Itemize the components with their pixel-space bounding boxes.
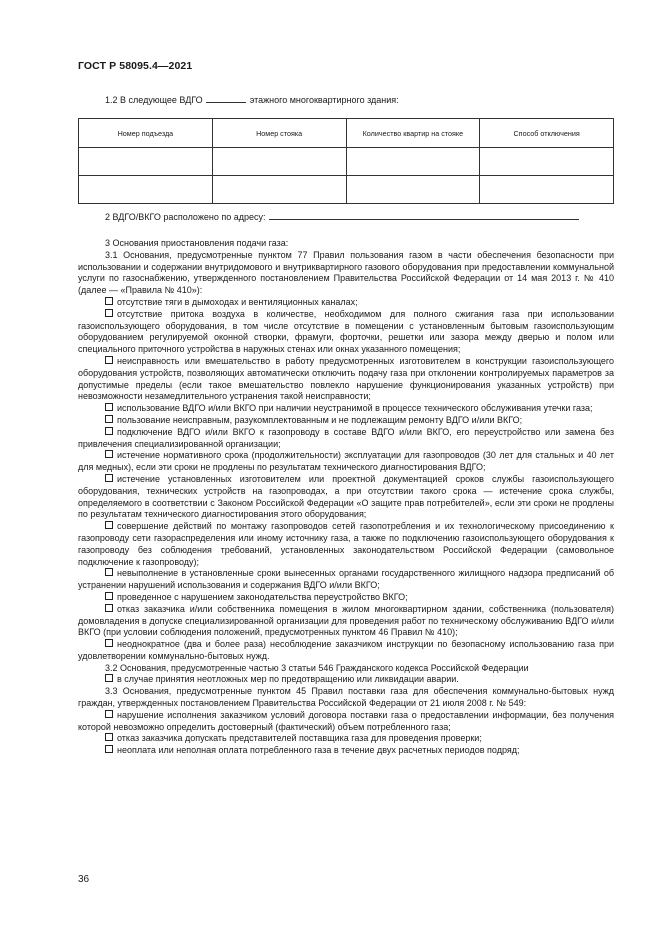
checklist-item xyxy=(78,521,614,568)
paragraph xyxy=(78,250,614,297)
paragraph-text: 3 Основания приостановления подачи газа: xyxy=(105,238,289,248)
section-2-address xyxy=(105,210,579,222)
paragraph-text: невыполнение в установленные сроки вынесенных органами государственного жилищного надзора предписаний об устранении нарушений использования и содержания ВДГО и/или ВКГО; xyxy=(78,568,614,591)
checklist-item xyxy=(78,733,614,745)
checklist-item xyxy=(78,639,614,663)
checklist-item xyxy=(78,592,614,604)
paragraph-text: отказ заказчика допускать представителей поставщика газа для проведения проверки; xyxy=(117,733,482,744)
checkbox-icon[interactable] xyxy=(105,568,113,576)
checkbox-icon[interactable] xyxy=(105,592,113,600)
table-header-cell: Номер подъезда xyxy=(79,119,213,148)
paragraph xyxy=(78,686,614,710)
checklist-item xyxy=(78,710,614,734)
floors-blank-field[interactable] xyxy=(206,93,246,103)
table-cell[interactable] xyxy=(212,148,346,176)
checklist-item xyxy=(78,474,614,521)
paragraph-text: истечение нормативного срока (продолжительности) эксплуатации для газопроводов (30 лет для стальных и 40 лет для медных), если эти сроки не продлены по результатам технического диагностирования ВДГО; xyxy=(78,450,614,473)
paragraph-text: в случае принятия неотложных мер по предотвращению или ликвидации аварии. xyxy=(117,674,459,685)
checkbox-icon[interactable] xyxy=(105,297,113,305)
paragraph xyxy=(78,238,614,250)
checkbox-icon[interactable] xyxy=(105,450,113,458)
checkbox-icon[interactable] xyxy=(105,710,113,718)
checklist-item xyxy=(78,403,614,415)
document-body xyxy=(78,238,614,757)
table-cell[interactable] xyxy=(480,148,614,176)
paragraph-text: отказ заказчика и/или собственника помещения в жилом многоквартирном здании, собственника (пользователя) домовладения в допуске специализированной организации для проведения работ по техническому обслуживанию ВДГО и/или ВКГО (при условии соблюдения положений, предусмотренных пунктом 46 Правил № 410); xyxy=(78,603,614,638)
page-number: 36 xyxy=(78,874,90,885)
section-1-2 xyxy=(105,93,399,105)
paragraph-text: подключение ВДГО и/или ВКГО к газопроводу в составе ВДГО и/или ВКГО, его переустройство или замена без привлечения специализированной организации; xyxy=(78,426,614,449)
paragraph-text: истечение установленных изготовителем или проектной документацией сроков службы газоиспользующего оборудования, технических устройств на газопроводах, а при отсутствии такого срока — истечение срока службы, определяемого в соответствии с Законом Российской Федерации «О защите прав потребителей», если эти сроки не продлены по результатам технического диагностирования этого оборудования; xyxy=(78,473,614,520)
table-header-cell: Номер стояка xyxy=(212,119,346,148)
checkbox-icon[interactable] xyxy=(105,521,113,529)
address-label: 2 ВДГО/ВКГО расположено по адресу: xyxy=(105,212,266,222)
paragraph-text: 3.1 Основания, предусмотренные пунктом 77 Правил пользования газом в части обеспечения безопасности при использовании и содержании внутридомового и внутриквартирного газового оборудования при предоставлении коммунальной услуги по газоснабжению, утвержденного постановлением Правительства Российской Федерации от 14 мая 2013 г. № 410 (далее — «Правила № 410»): xyxy=(78,249,614,296)
paragraph-text: нарушение исполнения заказчиком условий договора поставки газа о предоставлении информации, без получения которой невозможно определить достоверный (фактический) объем потребленного газа; xyxy=(78,709,614,732)
table-cell[interactable] xyxy=(480,176,614,204)
paragraph-text: неоднократное (два и более раза) несоблюдение заказчиком инструкции по безопасному использованию газа при удовлетворении коммунально-бытовых нужд. xyxy=(78,639,614,661)
table-row xyxy=(79,148,614,176)
checkbox-icon[interactable] xyxy=(105,309,113,317)
paragraph-text: проведенное с нарушением законодательства переустройство ВКГО; xyxy=(117,591,408,602)
checklist-item xyxy=(78,604,614,639)
table-header-row xyxy=(79,119,614,148)
paragraph-text: 3.3 Основания, предусмотренные пунктом 45 Правил поставки газа для обеспечения коммунально-бытовых нужд граждан, утвержденных постановлением Правительства Российской Федерации от 21 июля 2008 г. № 549: xyxy=(78,686,614,709)
checklist-item xyxy=(78,450,614,474)
checklist-item xyxy=(78,568,614,592)
paragraph xyxy=(78,663,614,675)
checkbox-icon[interactable] xyxy=(105,604,113,612)
checkbox-icon[interactable] xyxy=(105,474,113,482)
table-header-cell: Количество квартир на стояке xyxy=(346,119,480,148)
paragraph-text: отсутствие притока воздуха в количестве, необходимом для полного сжигания газа при использовании газоиспользующего оборудования, в том числе отсутствие в помещении с установленным бытовым газоиспользующим оборудованием регулируемой оконной створки, фрамуги, форточки, решетки или зазора между дверью и полом или специального приточного устройства в наружных стенах или окнах указанного помещения; xyxy=(78,308,614,355)
checklist-item xyxy=(78,674,614,686)
checkbox-icon[interactable] xyxy=(105,733,113,741)
section-1-2-prefix: 1.2 В следующее ВДГО xyxy=(105,95,203,105)
paragraph-text: совершение действий по монтажу газопроводов сетей газопотребления и их технологическому присоединению к газопроводу сети газораспределения или иному источнику газа, а также по подключению газоиспользующего оборудования к газопроводу без соблюдения требований, установленных законодательством Российской Федерации (самовольное подключение к газопроводу); xyxy=(78,521,614,567)
checkbox-icon[interactable] xyxy=(105,415,113,423)
document-header: ГОСТ Р 58095.4—2021 xyxy=(78,60,193,72)
section-1-2-suffix: этажного многоквартирного здания: xyxy=(249,95,399,105)
table-cell[interactable] xyxy=(346,148,480,176)
table-cell[interactable] xyxy=(79,176,213,204)
address-blank-field[interactable] xyxy=(269,210,579,220)
table-cell[interactable] xyxy=(346,176,480,204)
paragraph-text: неоплата или неполная оплата потребленного газа в течение двух расчетных периодов подряд; xyxy=(117,745,520,756)
checklist-item xyxy=(78,356,614,403)
paragraph-text: использование ВДГО и/или ВКГО при наличии неустранимой в процессе технического обслуживания утечки газа; xyxy=(117,403,593,414)
checkbox-icon[interactable] xyxy=(105,745,113,753)
table-row xyxy=(79,176,614,204)
checklist-item xyxy=(78,297,614,309)
checklist-item xyxy=(78,415,614,427)
checklist-item xyxy=(78,745,614,757)
checkbox-icon[interactable] xyxy=(105,674,113,682)
paragraph-text: отсутствие тяги в дымоходах и вентиляционных каналах; xyxy=(117,296,358,307)
checkbox-icon[interactable] xyxy=(105,403,113,411)
checklist-item xyxy=(78,309,614,356)
table-cell[interactable] xyxy=(212,176,346,204)
checkbox-icon[interactable] xyxy=(105,356,113,364)
checkbox-icon[interactable] xyxy=(105,639,113,647)
paragraph-text: неисправность или вмешательство в работу предусмотренных изготовителем в конструкции газоиспользующего оборудования устройств, позволяющих автоматически отключить подачу газа при отклонении контролируемых параметров за допустимые пределы (если такое вмешательство повлекло нарушение функционирования указанных устройств) при невозможности незамедлительного устранения такой неисправности; xyxy=(78,355,614,402)
table-header-cell: Способ отключения xyxy=(480,119,614,148)
checkbox-icon[interactable] xyxy=(105,427,113,435)
table-cell[interactable] xyxy=(79,148,213,176)
paragraph-text: пользование неисправным, разукомплектованным и не подлежащим ремонту ВДГО и/или ВКГО; xyxy=(117,414,523,425)
checklist-item xyxy=(78,427,614,451)
paragraph-text: 3.2 Основания, предусмотренные частью 3 статьи 546 Гражданского кодекса Российской Федерации xyxy=(105,662,529,673)
riser-table xyxy=(78,118,614,204)
